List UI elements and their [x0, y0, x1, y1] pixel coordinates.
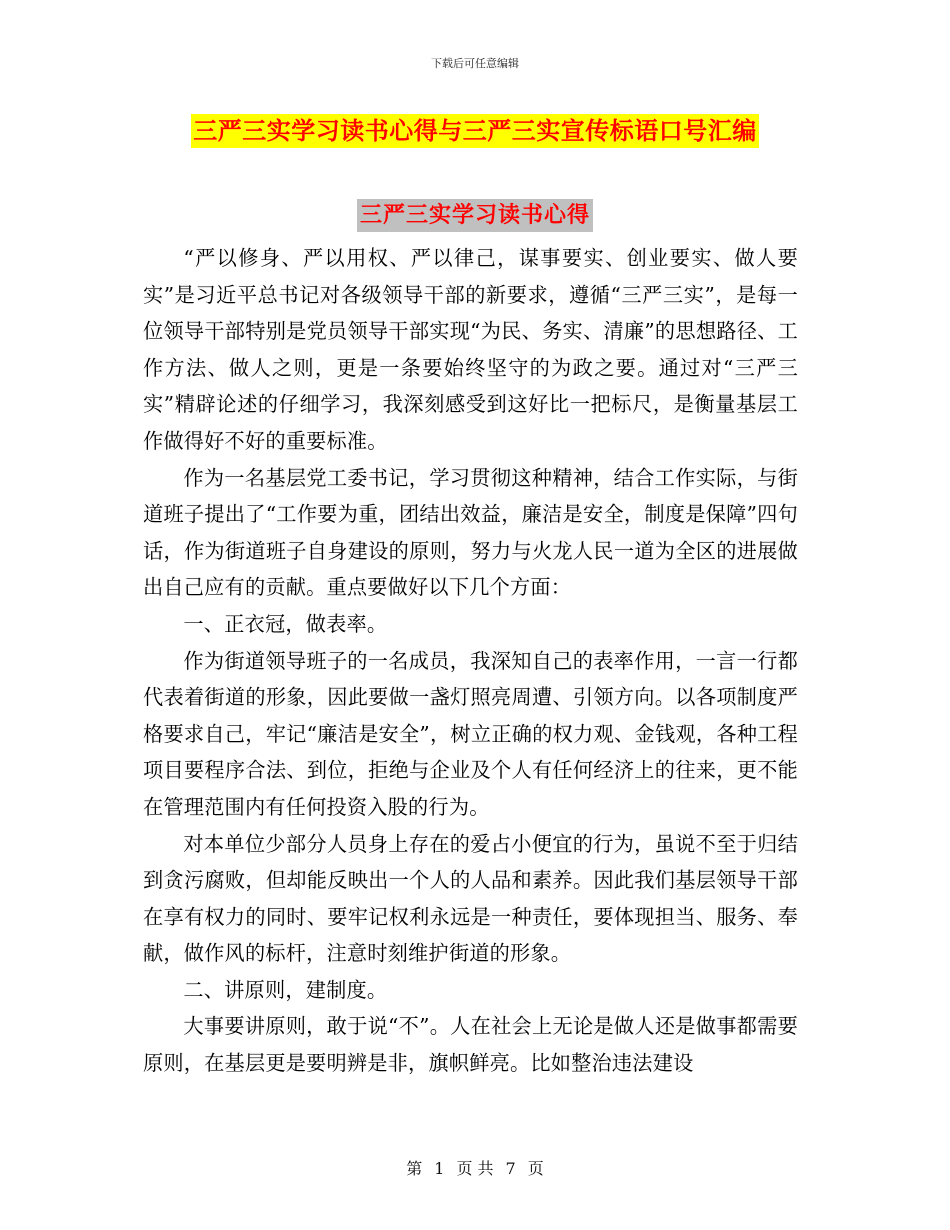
- main-title-container: [0, 114, 950, 148]
- section-heading: 二、讲原则，建制度。: [183, 977, 388, 1002]
- footer-prefix: 第: [406, 1159, 423, 1178]
- paragraph: “严以修身、严以用权、严以律己，谋事要实、创业要实、做人要实”是习近平总书记对各级领导干部的新要求，遵循“三严三实”，是每一位领导干部特别是党员领导干部实现“为民、务实、清廉”的思想路径、工作方法、做人之则，更是一条要始终坚守的为政之要。通过对“三严三实”精辟论述的仔细学习，我深刻感受到这好比一把标尺，是衡量基层工作做得好不好的重要标准。: [143, 246, 798, 453]
- page-footer: [0, 1156, 950, 1179]
- section-title-container: [0, 199, 950, 232]
- page-number: 1: [434, 1159, 445, 1178]
- section-title: 三严三实学习读书心得: [357, 199, 593, 232]
- body-text: [143, 240, 798, 1082]
- footer-suffix: 页: [527, 1159, 544, 1178]
- paragraph: 作为街道领导班子的一名成员，我深知自己的表率作用，一言一行都代表着街道的形象，因此要做一盏灯照亮周遭、引领方向。以各项制度严格要求自己，牢记“廉洁是安全”，树立正确的权力观、金钱观，各种工程项目要程序合法、到位，拒绝与企业及个人有任何经济上的往来，更不能在管理范围内有任何投资入股的行为。: [143, 648, 798, 819]
- header-note: 下载后可任意编辑: [431, 57, 519, 70]
- section-heading: 一、正衣冠，做表率。: [183, 611, 388, 636]
- total-pages: 7: [505, 1159, 516, 1178]
- paragraph: 大事要讲原则，敢于说“不”。人在社会上无论是做人还是做事都需要原则，在基层更是要明辨是非，旗帜鲜亮。比如整治违法建设: [143, 1014, 798, 1076]
- paragraph: 对本单位少部分人员身上存在的爱占小便宜的行为，虽说不至于归结到贪污腐败，但却能反映出一个人的人品和素养。因此我们基层领导干部在享有权力的同时、要牢记权利永远是一种责任，要体现担当、服务、奉献，做作风的标杆，注意时刻维护街道的形象。: [143, 831, 798, 966]
- main-title: 三严三实学习读书心得与三严三实宣传标语口号汇编: [191, 114, 759, 148]
- footer-middle: 页 共: [456, 1159, 494, 1178]
- paragraph: 作为一名基层党工委书记，学习贯彻这种精神，结合工作实际，与街道班子提出了“工作要为重，团结出效益，廉洁是安全，制度是保障”四句话，作为街道班子自身建设的原则，努力与火龙人民一道为全区的进展做出自己应有的贡献。重点要做好以下几个方面：: [143, 465, 798, 600]
